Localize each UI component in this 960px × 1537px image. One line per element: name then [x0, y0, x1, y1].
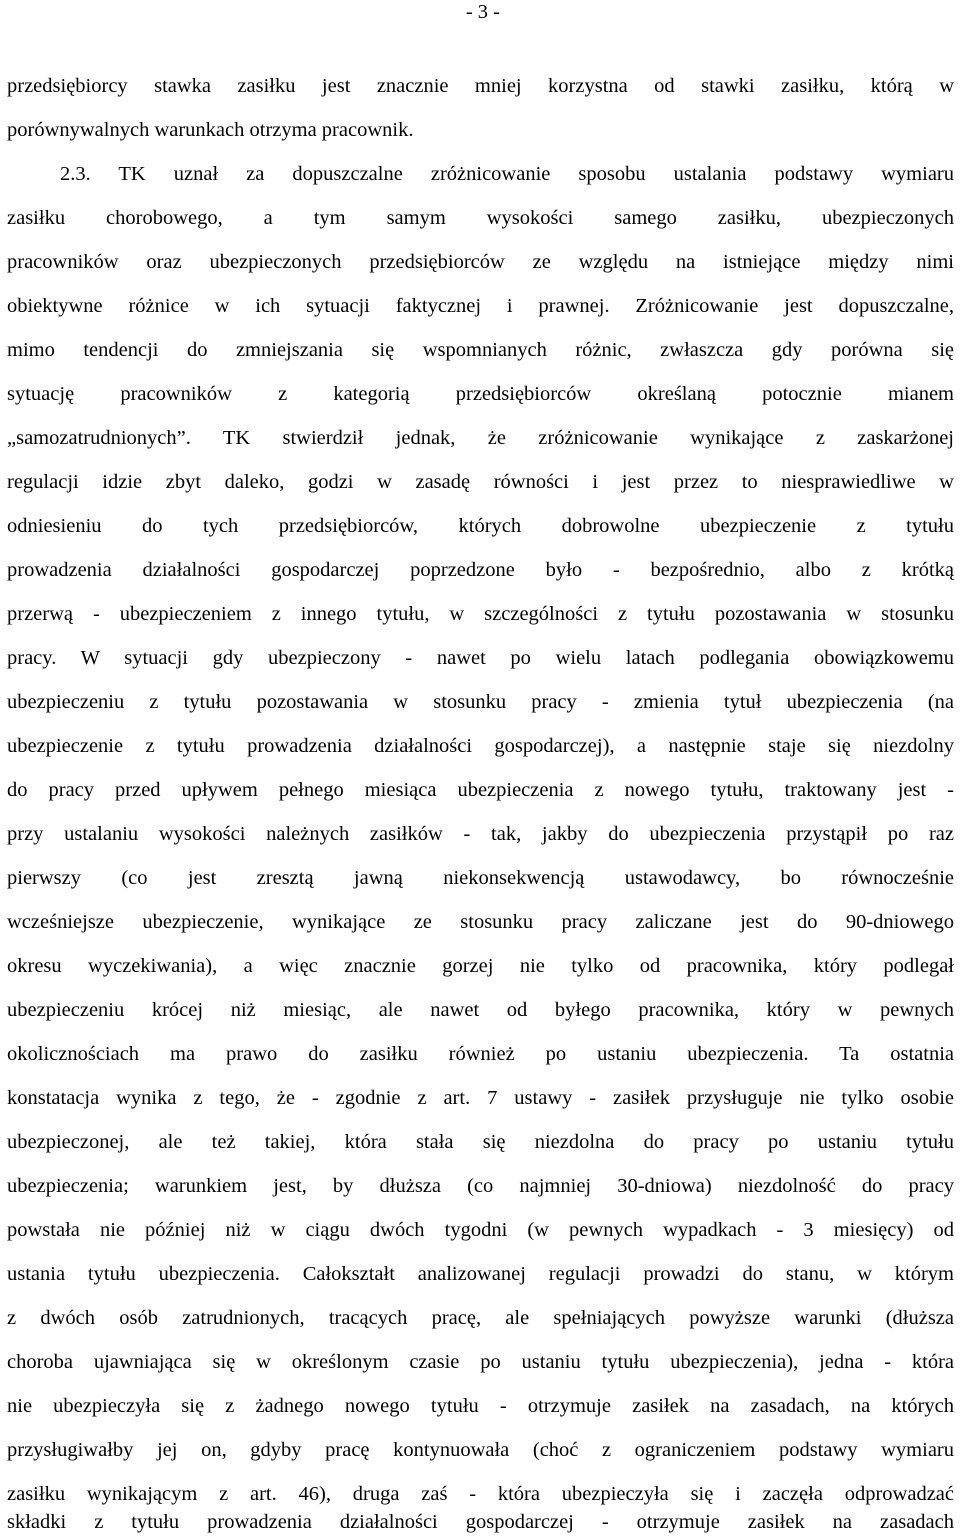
- text-line: zasiłku wynikającym z art. 46), druga zaś - która ubezpieczyła się i zaczęła odprowadzać: [7, 1483, 954, 1505]
- text-line: powstała nie później niż w ciągu dwóch tygodni (w pewnych wypadkach - 3 miesięcy) od: [7, 1219, 954, 1241]
- text-line: 2.3. TK uznał za dopuszczalne zróżnicowanie sposobu ustalania podstawy wymiaru: [60, 163, 954, 185]
- text-line: okresu wyczekiwania), a więc znacznie gorzej nie tylko od pracownika, który podlegał: [7, 955, 954, 977]
- text-line: okolicznościach ma prawo do zasiłku również po ustaniu ubezpieczenia. Ta ostatnia: [7, 1043, 954, 1065]
- text-line: ubezpieczonej, ale też takiej, która stała się niezdolna do pracy po ustaniu tytułu: [7, 1131, 954, 1153]
- text-line: pierwszy (co jest zresztą jawną niekonsekwencją ustawodawcy, bo równocześnie: [7, 867, 954, 889]
- text-line: ubezpieczeniu krócej niż miesiąc, ale nawet od byłego pracownika, który w pewnych: [7, 999, 954, 1021]
- text-line: pracy. W sytuacji gdy ubezpieczony - nawet po wielu latach podlegania obowiązkowemu: [7, 647, 954, 669]
- text-line: „samozatrudnionych”. TK stwierdził jednak, że zróżnicowanie wynikające z zaskarżonej: [7, 427, 954, 449]
- text-line: ustania tytułu ubezpieczenia. Całokształt analizowanej regulacji prowadzi do stanu, w którym: [7, 1263, 954, 1285]
- text-line: przy ustalaniu wysokości należnych zasiłków - tak, jakby do ubezpieczenia przystąpił po raz: [7, 823, 954, 845]
- text-line: ubezpieczenie z tytułu prowadzenia działalności gospodarczej), a następnie staje się niezdolny: [7, 735, 954, 757]
- text-line: przerwą - ubezpieczeniem z innego tytułu, w szczególności z tytułu pozostawania w stosunku: [7, 603, 954, 625]
- text-line: przysługiwałby jej on, gdyby pracę kontynuowała (choć z ograniczeniem podstawy wymiaru: [7, 1439, 954, 1461]
- text-line: obiektywne różnice w ich sytuacji faktycznej i prawnej. Zróżnicowanie jest dopuszczalne,: [7, 295, 954, 317]
- text-line: wcześniejsze ubezpieczenie, wynikające ze stosunku pracy zaliczane jest do 90-dniowego: [7, 911, 954, 933]
- text-line: odniesieniu do tych przedsiębiorców, których dobrowolne ubezpieczenie z tytułu: [7, 515, 954, 537]
- text-line: choroba ujawniająca się w określonym czasie po ustaniu tytułu ubezpieczenia), jedna - która: [7, 1351, 954, 1373]
- text-line: składki z tytułu prowadzenia działalności gospodarczej - otrzymuje zasiłek na zasadach: [7, 1511, 954, 1533]
- text-line: prowadzenia działalności gospodarczej poprzedzone było - bezpośrednio, albo z krótką: [7, 559, 954, 581]
- text-line: przedsiębiorcy stawka zasiłku jest znacznie mniej korzystna od stawki zasiłku, którą w: [7, 75, 954, 97]
- text-line: konstatacja wynika z tego, że - zgodnie z art. 7 ustawy - zasiłek przysługuje nie tylko osobie: [7, 1087, 954, 1109]
- text-line: do pracy przed upływem pełnego miesiąca ubezpieczenia z nowego tytułu, traktowany jest -: [7, 779, 954, 801]
- page-number: - 3 -: [465, 1, 500, 23]
- text-line: pracowników oraz ubezpieczonych przedsiębiorców ze względu na istniejące między nimi: [7, 251, 954, 273]
- text-line: sytuację pracowników z kategorią przedsiębiorców określaną potocznie mianem: [7, 383, 954, 405]
- text-line: ubezpieczenia; warunkiem jest, by dłuższa (co najmniej 30-dniowa) niezdolność do pracy: [7, 1175, 954, 1197]
- text-line: z dwóch osób zatrudnionych, tracących pracę, ale spełniających powyższe warunki (dłuższa: [7, 1307, 954, 1329]
- text-line: zasiłku chorobowego, a tym samym wysokości samego zasiłku, ubezpieczonych: [7, 207, 954, 229]
- text-line: regulacji idzie zbyt daleko, godzi w zasadę równości i jest przez to niesprawiedliwe w: [7, 471, 954, 493]
- text-line: mimo tendencji do zmniejszania się wspomnianych różnic, zwłaszcza gdy porówna się: [7, 339, 954, 361]
- text-line: nie ubezpieczyła się z żadnego nowego tytułu - otrzymuje zasiłek na zasadach, na których: [7, 1395, 954, 1417]
- text-line: porównywalnych warunkach otrzyma pracownik.: [7, 119, 414, 141]
- text-line: ubezpieczeniu z tytułu pozostawania w stosunku pracy - zmienia tytuł ubezpieczenia (na: [7, 691, 954, 713]
